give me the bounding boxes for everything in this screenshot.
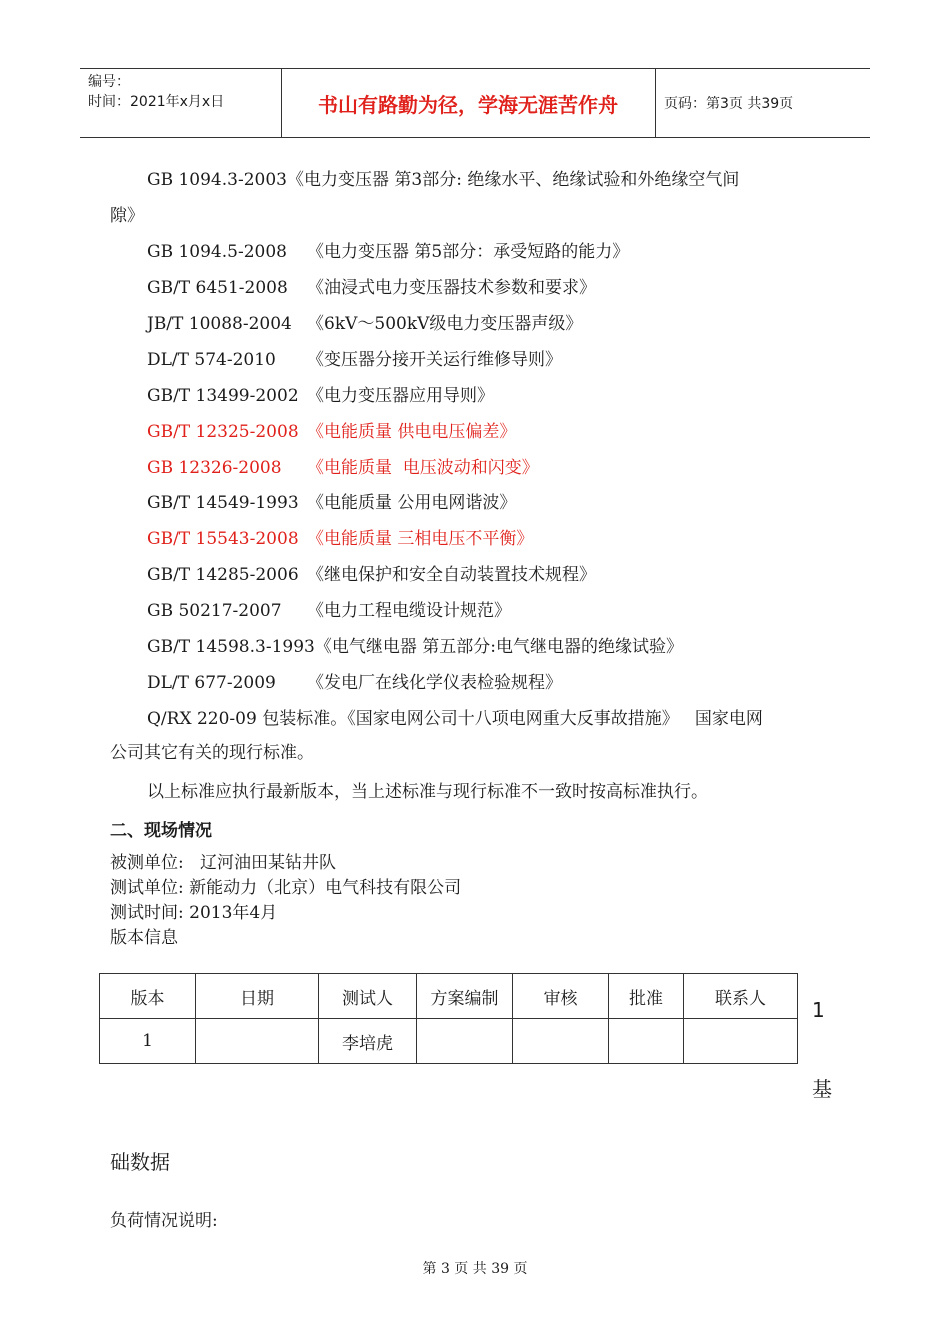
standard-item [147, 277, 596, 299]
tested-unit: 被测单位: 辽河油田某钻井队 [110, 853, 336, 873]
standard-code: GB/T 13499-2002 [147, 386, 299, 406]
header-meta [80, 69, 280, 137]
standard-title: 《油浸式电力变压器技术参数和要求》 [307, 278, 596, 298]
table-cell [513, 1019, 609, 1064]
standard-title: 《电能质量 公用电网谐波》 [307, 493, 517, 513]
table-header-row [100, 974, 798, 1019]
table-header-cell: 测试人 [319, 974, 417, 1019]
standard-code: DL/T 677-2009 [147, 673, 276, 693]
table-cell: 李培虎 [319, 1019, 417, 1064]
table-cell: 1 [100, 1019, 196, 1064]
standard-code: GB 12326-2008 [147, 458, 282, 478]
time-label: 时间：2021年x月x日 [88, 94, 225, 110]
test-time: 测试时间: 2013年4月 [110, 903, 278, 923]
standard-code: GB/T 12325-2008 [147, 422, 299, 442]
standard-item [147, 636, 683, 658]
standard-item [147, 313, 582, 335]
standard-item [147, 349, 562, 371]
standard-title: 《电能质量 三相电压不平衡》 [307, 529, 534, 549]
standard-item [147, 457, 539, 479]
standard-wrap-text: 隙》 [110, 206, 144, 226]
side-char: 基 [812, 1077, 832, 1101]
section-heading-tail: 础数据 [110, 1150, 170, 1174]
standard-title: 《6kV～500kV级电力变压器声级》 [307, 314, 583, 334]
standard-title: 《变压器分接开关运行维修导则》 [307, 350, 562, 370]
standard-code: GB 1094.5-2008 [147, 242, 287, 262]
table-header-cell: 方案编制 [417, 974, 513, 1019]
standard-code: GB/T 14598.3-1993 [147, 637, 315, 657]
table-header-cell: 审核 [513, 974, 609, 1019]
table-header-cell: 版本 [100, 974, 196, 1019]
standard-code: DL/T 574-2010 [147, 350, 276, 370]
page-footer: 第 3 页 共 39 页 [422, 1261, 528, 1277]
standard-code: GB 50217-2007 [147, 601, 282, 621]
standard-code: GB/T 15543-2008 [147, 529, 299, 549]
standard-code: GB/T 14285-2006 [147, 565, 299, 585]
standard-item [147, 169, 739, 191]
test-unit: 测试单位: 新能动力（北京）电气科技有限公司 [110, 878, 462, 898]
table-cell [417, 1019, 513, 1064]
number-label: 编号： [88, 74, 130, 90]
standard-title: 《电力工程电缆设计规范》 [307, 601, 511, 621]
standard-item [147, 492, 516, 514]
standard-item [147, 385, 494, 407]
table-cell [684, 1019, 798, 1064]
standard-code: GB 1094.3-2003 [147, 170, 287, 190]
header-divider [655, 69, 656, 137]
standard-title: 《电力变压器应用导则》 [307, 386, 494, 406]
standard-title: 《电力变压器 第3部分: 绝缘水平、绝缘试验和外绝缘空气间 [286, 170, 740, 190]
section-heading: 二、现场情况 [110, 821, 212, 841]
table-cell [196, 1019, 319, 1064]
table-cell [609, 1019, 684, 1064]
header-page-info: 页码：第3页 共39页 [664, 96, 794, 112]
table-header-cell: 日期 [196, 974, 319, 1019]
table-row [100, 1019, 798, 1064]
standard-title: 《电气继电器 第五部分:电气继电器的绝缘试验》 [314, 637, 683, 657]
version-info-label: 版本信息 [110, 928, 178, 948]
page-header [80, 68, 870, 138]
standard-code: JB/T 10088-2004 [147, 314, 292, 334]
header-motto: 书山有路勤为径，学海无涯苦作舟 [318, 92, 618, 117]
standard-item [147, 528, 533, 550]
version-table [99, 973, 798, 1064]
standard-code: GB/T 14549-1993 [147, 493, 299, 513]
side-number: 1 [812, 998, 825, 1022]
table-header-cell: 联系人 [684, 974, 798, 1019]
standard-item [147, 672, 562, 694]
standard-title: 《继电保护和安全自动装置技术规程》 [307, 565, 596, 585]
latest-version-note: 以上标准应执行最新版本，当上述标准与现行标准不一致时按高标准执行。 [147, 782, 708, 802]
table-header-cell: 批准 [609, 974, 684, 1019]
standard-title: 《电能质量 供电电压偏差》 [307, 422, 517, 442]
standard-title: 《发电厂在线化学仪表检验规程》 [307, 673, 562, 693]
standard-item [147, 600, 511, 622]
standard-item [147, 241, 629, 263]
standard-item [147, 421, 516, 443]
standard-title: 《电能质量 电压波动和闪变》 [307, 458, 539, 478]
standard-title: 《电力变压器 第5部分：承受短路的能力》 [307, 242, 630, 262]
load-note: 负荷情况说明: [110, 1211, 218, 1231]
qrx-wrap: 公司其它有关的现行标准。 [110, 743, 314, 763]
standard-code: GB/T 6451-2008 [147, 278, 288, 298]
standard-item [147, 564, 596, 586]
qrx-line: Q/RX 220-09 包装标准。《国家电网公司十八项电网重大反事故措施》 国家电网 [147, 709, 763, 729]
